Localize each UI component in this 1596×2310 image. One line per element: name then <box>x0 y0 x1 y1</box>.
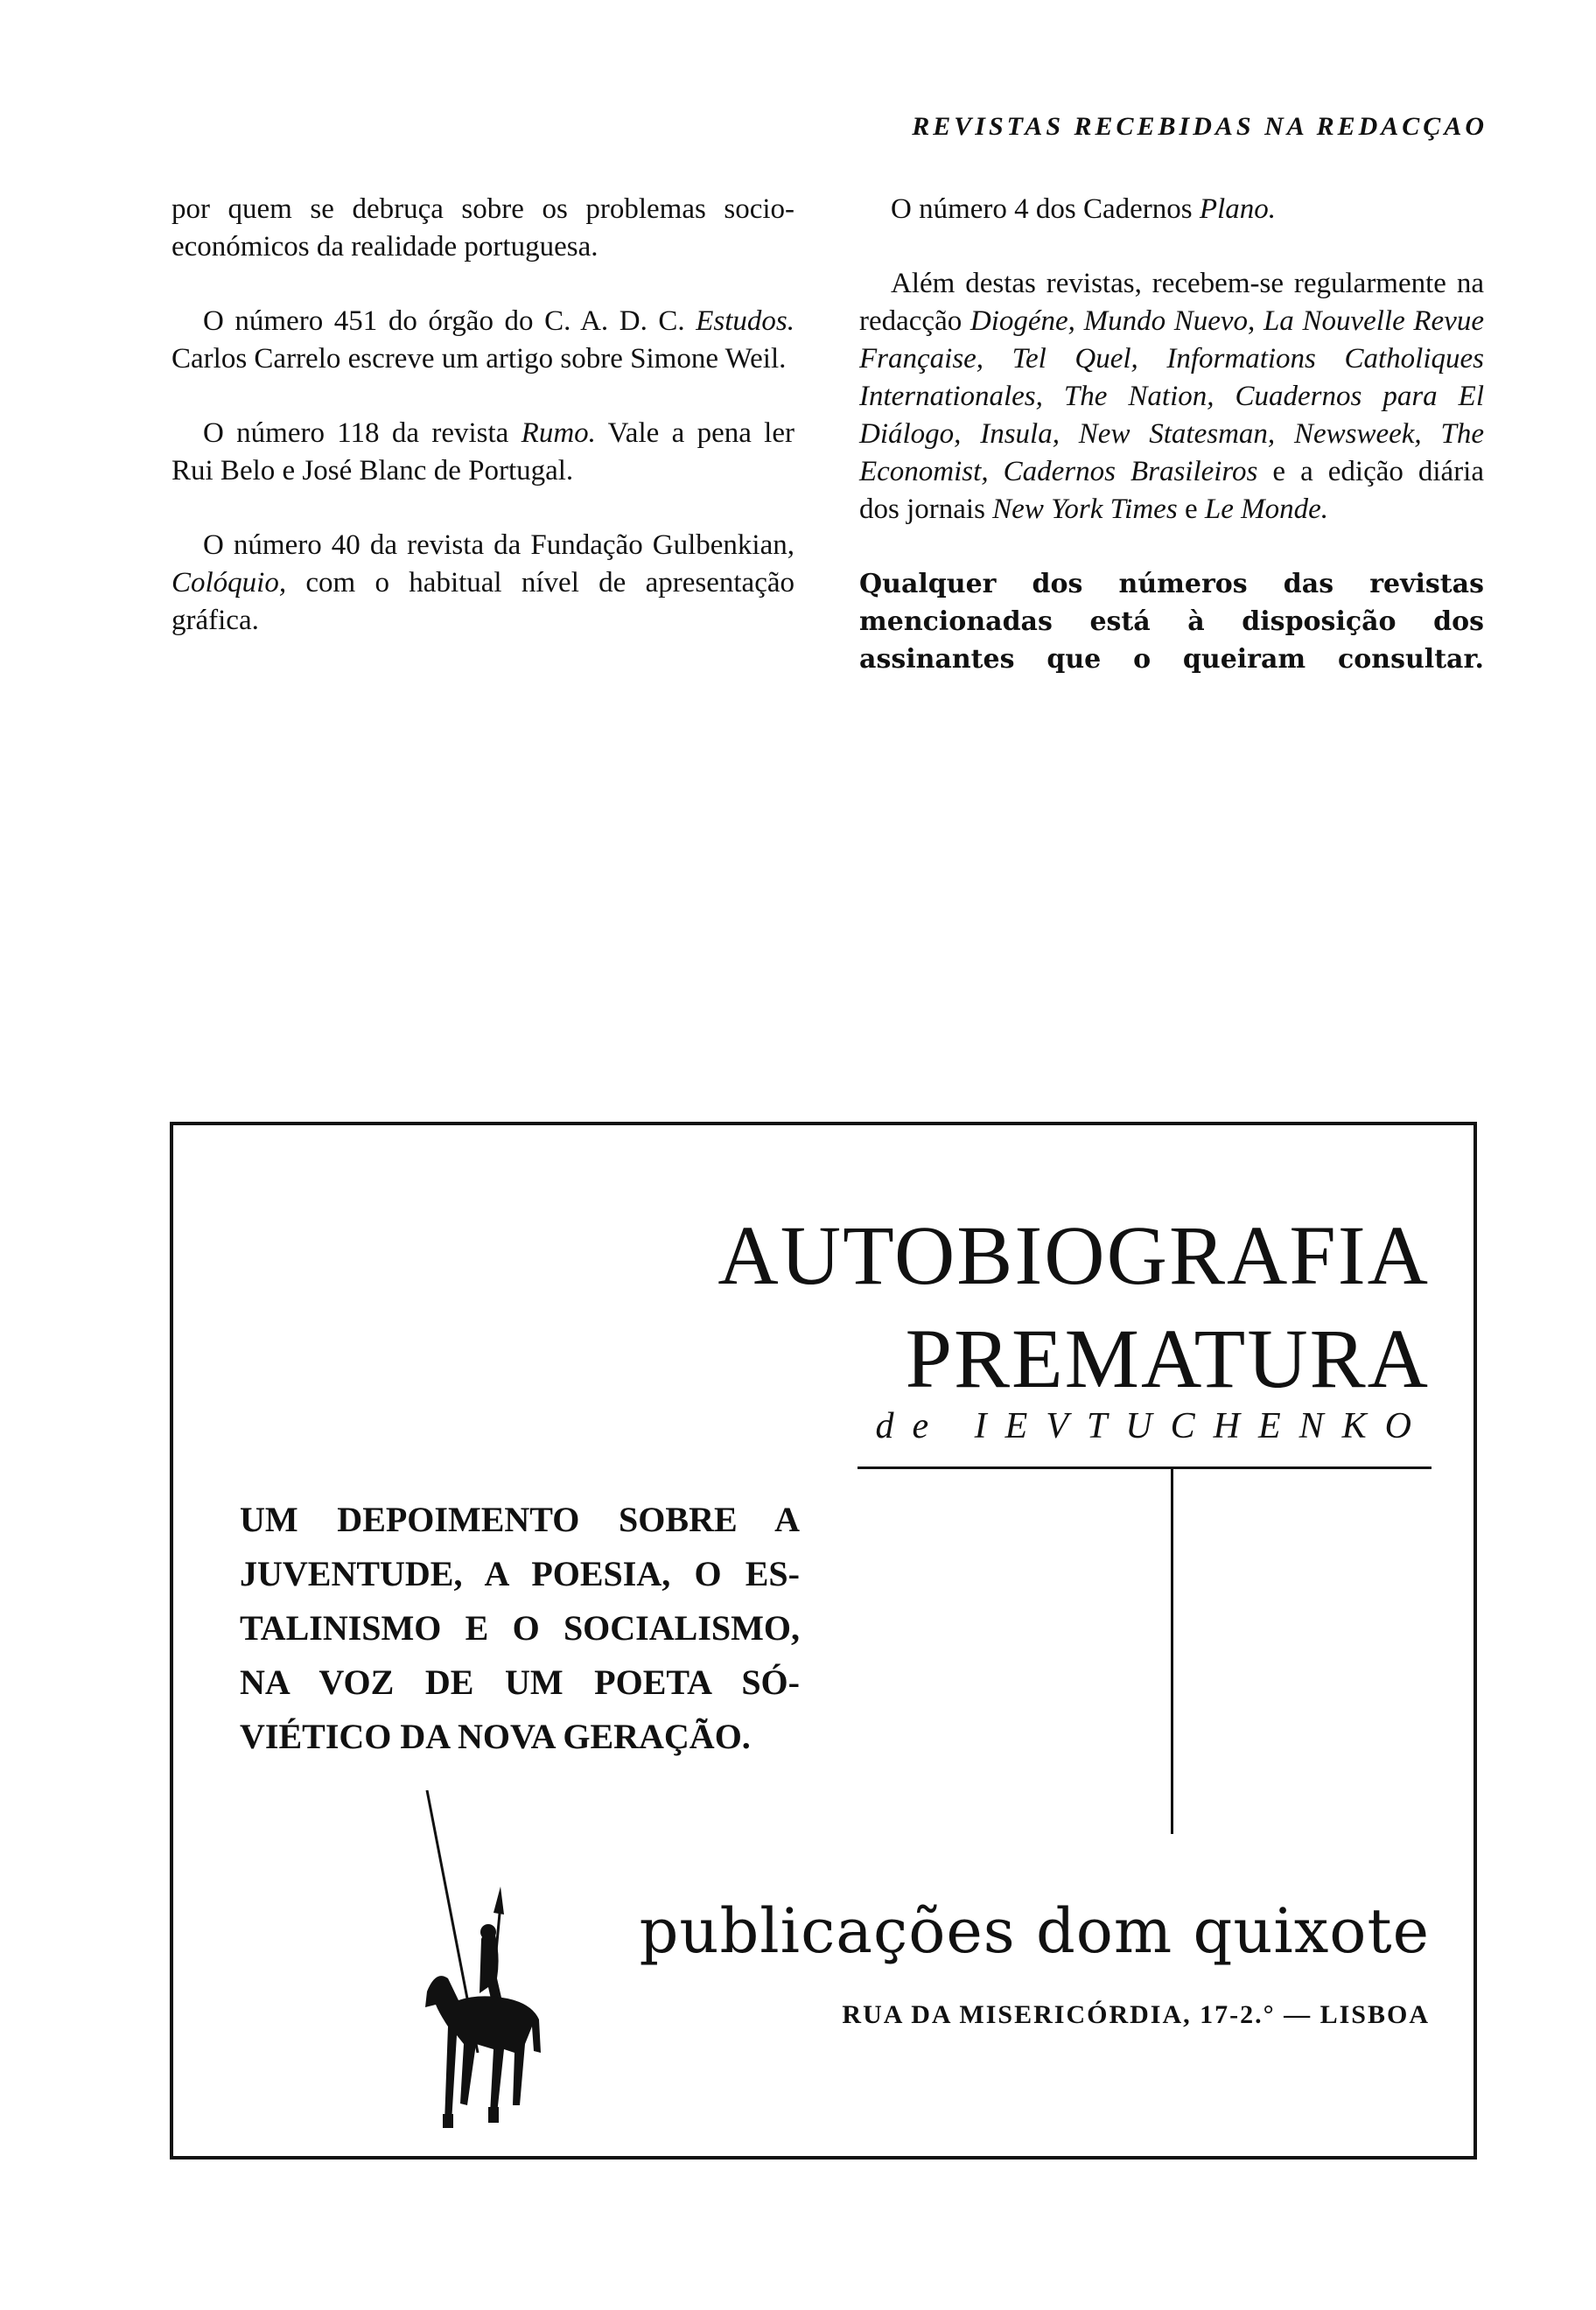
paragraph-text: por quem se debruça sobre os problemas socio-económicos da realidade portuguesa. <box>172 193 794 262</box>
publisher-address: RUA DA MISERICÓRDIA, 17-2.° — LISBOA <box>842 2000 1430 2029</box>
notice-line: assinantes que o queiram consultar. <box>859 644 1484 675</box>
left-column <box>172 191 794 676</box>
book-title-line: AUTOBIOGRAFIA <box>718 1208 1430 1302</box>
paragraph-other-magazines <box>859 265 1484 528</box>
paragraph-text: e <box>1177 494 1205 525</box>
book-blurb <box>240 1493 800 1764</box>
magazine-title: Plano. <box>1199 193 1276 225</box>
newspaper-title: New York Times <box>992 494 1178 525</box>
blurb-line: TALINISMO E O SOCIALISMO, <box>240 1608 800 1648</box>
publisher-name: publicações dom quixote <box>639 1895 1430 1967</box>
magazine-title: Colóquio, <box>172 567 287 598</box>
paragraph-text: e a edição diária dos jornais <box>859 456 1484 525</box>
paragraph-text: O número 40 da revista da Fundação Gulbenkian, <box>203 529 794 561</box>
paragraph-plano <box>859 191 1484 228</box>
book-author: de IEVTUCHENKO <box>875 1406 1430 1446</box>
blurb-line: VIÉTICO DA NOVA GERAÇÃO. <box>240 1717 751 1756</box>
horizontal-rule <box>858 1466 1432 1469</box>
paragraph-estudos <box>172 303 794 378</box>
notice-line: mencionadas está à disposição dos <box>859 606 1484 637</box>
paragraph-text: Vale a pena ler Rui Belo e José Blanc de Portugal. <box>172 417 794 486</box>
book-title-line: PREMATURA <box>905 1312 1430 1405</box>
paragraph-text: Além destas revistas, recebem-se regularmente na redacção <box>859 268 1484 337</box>
don-quixote-silhouette-icon <box>410 1790 558 2140</box>
paragraph-text: O número 118 da revista <box>203 417 522 449</box>
paragraph-text: O número 4 dos Cadernos <box>891 193 1200 225</box>
right-column <box>859 191 1484 678</box>
paragraph-text: O número 451 do órgão do C. A. D. C. <box>203 305 696 337</box>
book-advertisement <box>170 1122 1477 2160</box>
paragraph-coloquio <box>172 527 794 640</box>
newspaper-title: Le Monde. <box>1204 494 1328 525</box>
paragraph-text: Carlos Carrelo escreve um artigo sobre Simone Weil. <box>172 343 787 374</box>
magazine-title: Estudos. <box>696 305 794 337</box>
paragraph-rumo <box>172 415 794 490</box>
vertical-rule <box>1171 1468 1173 1834</box>
notice-line: Qualquer dos números das revistas <box>859 569 1484 599</box>
blurb-line: UM DEPOIMENTO SOBRE A <box>240 1500 800 1539</box>
paragraph-socio-economicos <box>172 191 794 266</box>
blurb-line: JUVENTUDE, A POESIA, O ES- <box>240 1554 800 1593</box>
paragraph-text: com o habitual nível de apresentação gráfica. <box>172 567 794 636</box>
running-head: REVISTAS RECEBIDAS NA REDACÇAO <box>912 112 1488 141</box>
book-title <box>718 1204 1430 1410</box>
magazine-title: Rumo. <box>521 417 596 449</box>
blurb-line: NA VOZ DE UM POETA SÓ- <box>240 1662 800 1702</box>
magazine-list: Diogéne, Mundo Nuevo, La Nouvelle Revue Française, Tel Quel, Informations Catholiques Internationales, The Nation, Cuadernos para El Diálogo, Insula, New Statesman, Newsweek, The Economist, Cadernos Brasileiros <box>859 305 1484 487</box>
subscriber-notice <box>859 565 1484 678</box>
